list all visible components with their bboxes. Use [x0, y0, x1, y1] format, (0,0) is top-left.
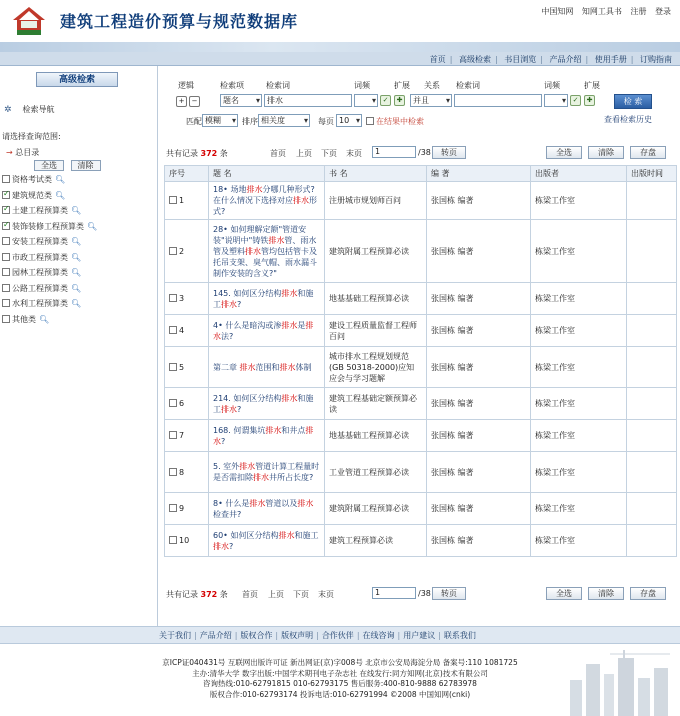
title-cell[interactable]: [209, 493, 325, 525]
total-records: 共有记录 372 条: [166, 149, 228, 158]
pager-prev[interactable]: 上页: [296, 149, 312, 158]
col-header-publisher: 出版者: [531, 166, 627, 182]
site-title: 建筑工程造价预算与规范数据库: [60, 12, 299, 31]
row-number-cell: [165, 525, 209, 557]
title-part: 8• 什么是: [213, 498, 250, 508]
expand2-b-icon[interactable]: ✚: [584, 95, 595, 106]
title-part: 管均包括管卡及托吊支架、臭气帽、雨水漏斗制作安装的含义?": [213, 246, 317, 278]
row-checkbox[interactable]: [169, 247, 177, 255]
term-input[interactable]: 排水: [264, 94, 352, 107]
category-label: 园林工程预算类: [12, 268, 68, 277]
title-part: 法?: [221, 331, 234, 341]
book-cell[interactable]: 建筑附属工程预算必读: [325, 220, 427, 283]
footer-separator: |: [275, 631, 279, 640]
title-part: 排水: [246, 185, 263, 194]
title-part: 管、雨水管及塑料: [213, 235, 317, 256]
expand2-a-icon[interactable]: ✓: [570, 95, 581, 106]
nav-dots-icon: ✲: [4, 105, 12, 115]
page-input-bottom[interactable]: 1: [372, 587, 416, 599]
title-part: 排水: [213, 425, 314, 446]
footer-separator: |: [194, 631, 197, 640]
row-number: 6: [179, 399, 185, 408]
site-footer: [0, 626, 680, 716]
author-cell: 张国栋 编著: [427, 347, 531, 388]
category-item[interactable]: [2, 252, 156, 268]
search-icon[interactable]: 🔍︎: [71, 206, 82, 215]
title-part: 井所占长度?: [269, 473, 314, 482]
footer-link[interactable]: 版权合作: [240, 631, 273, 640]
goto-page-button-bottom[interactable]: 转页: [432, 587, 466, 600]
title-part: 排水: [281, 288, 298, 298]
city-skyline-icon: [560, 650, 680, 716]
date-cell: [627, 420, 677, 452]
site-header: [0, 0, 680, 42]
table-row[interactable]: [165, 452, 677, 493]
scope-buttons: [34, 160, 105, 171]
title-part: 和施工: [294, 530, 319, 540]
in-results-checkbox[interactable]: [366, 117, 374, 125]
expand2-label: 扩展: [584, 81, 600, 90]
row-number: 1: [179, 196, 185, 205]
expand-b-icon[interactable]: ✚: [394, 95, 405, 106]
item-select[interactable]: 题名 ▾: [220, 94, 262, 107]
category-item[interactable]: [2, 190, 156, 206]
select-all-button[interactable]: 全选: [546, 146, 582, 159]
title-cell[interactable]: [209, 347, 325, 388]
row-number-cell: [165, 182, 209, 220]
title-part: ?: [237, 404, 242, 414]
match-select[interactable]: 模糊 ▾: [202, 114, 238, 127]
history-link[interactable]: 查看检索历史: [604, 115, 652, 124]
save-button-bottom[interactable]: 存盘: [630, 587, 666, 600]
title-part: 是: [297, 320, 306, 330]
match-label: 匹配: [186, 117, 202, 126]
goto-page-button[interactable]: 转页: [432, 146, 466, 159]
row-number: 8: [179, 467, 185, 477]
date-cell: [627, 493, 677, 525]
category-item[interactable]: [2, 267, 156, 283]
publisher-cell: 栋梁工作室: [531, 220, 627, 283]
arrow-right-icon: →: [6, 148, 13, 157]
date-cell: [627, 182, 677, 220]
category-item[interactable]: [2, 221, 156, 237]
table-row[interactable]: [165, 220, 677, 283]
title-cell[interactable]: [209, 420, 325, 452]
nav-browse[interactable]: 书目浏览: [504, 55, 537, 64]
book-cell[interactable]: 建筑附属工程预算必读: [325, 493, 427, 525]
book-cell[interactable]: 城市排水工程规划规范(GB 50318-2000)应知应会与学习题解: [325, 347, 427, 388]
title-part: 排水: [245, 246, 261, 256]
page-total-bottom: /38: [418, 589, 431, 598]
title-part: 排水: [213, 541, 229, 551]
term2-input[interactable]: [454, 94, 542, 107]
title-part: 排水: [281, 320, 298, 330]
publisher-cell: 栋梁工作室: [531, 388, 627, 420]
table-row[interactable]: [165, 283, 677, 315]
category-checkbox[interactable]: [2, 206, 10, 214]
row-checkbox[interactable]: [169, 431, 177, 439]
row-checkbox[interactable]: [169, 399, 177, 407]
row-checkbox[interactable]: [169, 363, 177, 371]
publisher-cell: 栋梁工作室: [531, 493, 627, 525]
sidebar: [0, 66, 158, 626]
table-row[interactable]: [165, 388, 677, 420]
row-number-cell: [165, 493, 209, 525]
title-part: 排水: [239, 462, 256, 471]
search-icon[interactable]: 🔍︎: [71, 237, 82, 246]
row-number-cell: [165, 220, 209, 283]
title-part: 排水: [279, 362, 296, 372]
title-part: 和施工: [213, 288, 314, 309]
row-number-cell: [165, 388, 209, 420]
title-part: 排水: [293, 196, 309, 205]
title-part: 分哪几种形式?在什么情况下选择对应: [213, 185, 315, 205]
footer-line-3: 咨询热线:010-62791815 010-62793175 售后服务:400-810-9888 62783978: [203, 679, 477, 688]
category-checkbox[interactable]: [2, 268, 10, 276]
book-cell[interactable]: 地基基础工程预算必读: [325, 420, 427, 452]
date-cell: [627, 452, 677, 493]
col-header-date: 出版时间: [627, 166, 677, 182]
category-item[interactable]: [2, 174, 156, 190]
row-checkbox[interactable]: [169, 294, 177, 302]
scope-clear-button[interactable]: 清除: [71, 160, 101, 171]
title-part: 排水: [268, 235, 285, 245]
footer-line-1: 京ICP证040431号 互联网出版许可证 新出网证(京)字008号 北京市公安局海淀分局 备案号:110 1081725: [162, 658, 518, 667]
freq2-select[interactable]: [544, 94, 568, 107]
root-directory[interactable]: [6, 147, 39, 158]
pager-bottom: [164, 586, 676, 602]
nav-order-guide[interactable]: 订购指南: [640, 55, 672, 64]
row-number: 4: [179, 326, 185, 335]
pager-first[interactable]: 首页: [270, 149, 286, 158]
date-cell: [627, 315, 677, 347]
row-number-cell: [165, 452, 209, 493]
footer-separator: |: [438, 631, 441, 640]
pager-next[interactable]: 下页: [321, 149, 337, 158]
table-row[interactable]: [165, 182, 677, 220]
row-checkbox[interactable]: [169, 196, 177, 204]
search-nav-header: [4, 104, 154, 116]
table-row[interactable]: [165, 420, 677, 452]
row-checkbox[interactable]: [169, 326, 177, 334]
publisher-cell: 栋梁工作室: [531, 182, 627, 220]
title-cell[interactable]: [209, 525, 325, 557]
header-band: [0, 42, 680, 52]
table-row[interactable]: [165, 493, 677, 525]
category-checkbox[interactable]: [2, 175, 10, 183]
title-cell[interactable]: [209, 315, 325, 347]
date-cell: [627, 388, 677, 420]
title-part: 排水: [249, 498, 266, 508]
category-label: 其他类: [12, 314, 36, 324]
total-records-bottom: 共有记录 372 条: [166, 590, 228, 599]
author-cell: 张国栋 编著: [427, 525, 531, 557]
title-part: 体制: [295, 362, 312, 372]
pager-last-bottom[interactable]: 末页: [318, 590, 334, 599]
row-number: 5: [179, 362, 185, 372]
search-icon[interactable]: 🔍︎: [71, 252, 82, 262]
book-cell[interactable]: 地基基础工程预算必读: [325, 283, 427, 315]
book-cell[interactable]: 建设工程质量监督工程师百问: [325, 315, 427, 347]
category-list: [2, 174, 156, 329]
title-part: 排水: [253, 473, 269, 482]
row-checkbox[interactable]: [169, 536, 177, 544]
top-link-register[interactable]: 注册: [630, 7, 647, 16]
publisher-cell: 栋梁工作室: [531, 283, 627, 315]
footer-line-2: 主办:清华大学 数字出版:中国学术期刊电子杂志社 在线发行:同方知网(北京)技术有限公司: [192, 668, 488, 678]
pager-top: [164, 145, 676, 161]
title-part: 管道以及: [265, 498, 298, 508]
author-cell: 张国栋 编著: [427, 388, 531, 420]
in-results-label: 在结果中检索: [376, 117, 424, 126]
title-part: ?: [237, 299, 242, 309]
row-number-cell: [165, 283, 209, 315]
title-part: ?: [229, 541, 234, 551]
title-part: 排水: [221, 404, 237, 414]
title-part: 214. 如何区分结构: [213, 393, 282, 403]
select-all-button-bottom[interactable]: 全选: [546, 587, 582, 600]
remove-row-button[interactable]: −: [189, 96, 200, 107]
footer-links: [0, 626, 680, 644]
category-checkbox[interactable]: [2, 315, 10, 323]
title-part: 145. 如何区分结构: [213, 288, 282, 298]
title-part: 和井点: [281, 425, 306, 435]
search-nav-title: 检索导航: [22, 105, 55, 114]
term2-label: 检索词: [456, 81, 480, 90]
logic-label: 逻辑: [178, 81, 194, 90]
sort-select[interactable]: 相关度 ▾: [258, 114, 310, 127]
pager-prev-bottom[interactable]: 上页: [268, 590, 284, 599]
table-row[interactable]: [165, 347, 677, 388]
category-label: 市政工程预算类: [12, 252, 68, 262]
table-header-row: [165, 166, 677, 182]
footer-separator: |: [234, 631, 238, 640]
col-header-author: 编 著: [427, 166, 531, 182]
author-cell: 张国栋 编著: [427, 493, 531, 525]
row-checkbox[interactable]: [169, 468, 177, 476]
search-icon[interactable]: 🔍︎: [55, 190, 66, 200]
title-part: 4• 什么是暗沟或渗: [213, 320, 282, 330]
footer-link[interactable]: 用户建议: [403, 631, 436, 640]
date-cell: [627, 220, 677, 283]
title-part: 18• 场地: [213, 185, 247, 194]
category-item[interactable]: [2, 283, 156, 299]
clear-button[interactable]: 清除: [588, 146, 624, 159]
category-label: 资格考试类: [12, 175, 52, 184]
author-cell: 张国栋 编著: [427, 420, 531, 452]
pager-next-bottom[interactable]: 下页: [293, 590, 309, 599]
search-icon[interactable]: 🔍︎: [39, 314, 50, 324]
title-part: 排水: [281, 393, 298, 403]
row-number: 9: [179, 504, 185, 513]
footer-link[interactable]: 合作伙伴: [321, 631, 354, 640]
top-link-tools[interactable]: 知网工具书: [581, 7, 622, 16]
freq2-label: 词频: [544, 81, 560, 90]
title-part: 排水: [221, 299, 237, 309]
col-header-title: 题 名: [209, 166, 325, 182]
scope-label: 请选择查询范围:: [2, 132, 61, 141]
page-input[interactable]: 1: [372, 146, 416, 158]
add-row-button[interactable]: +: [176, 96, 187, 107]
expand-a-icon[interactable]: ✓: [380, 95, 391, 106]
expand-label: 扩展: [394, 81, 410, 90]
footer-line-4: 版权合作:010-62793174 投诉电话:010-62791994 ©2008 中国知网(cnki): [209, 689, 471, 699]
category-label: 水利工程预算类: [12, 299, 68, 308]
logo-icon: [12, 6, 46, 36]
table-row[interactable]: [165, 525, 677, 557]
row-number: 3: [179, 294, 185, 303]
book-cell[interactable]: 建筑工程基础定额预算必读: [325, 388, 427, 420]
title-cell[interactable]: [209, 220, 325, 283]
search-icon[interactable]: 🔍︎: [71, 268, 82, 277]
title-part: 28• 如何理解定额"管道安装"说明中"铸铁: [213, 224, 307, 245]
title-part: 排水: [213, 320, 314, 341]
title-part: 排水: [297, 498, 314, 508]
title-part: 形式?: [213, 196, 317, 216]
search-icon[interactable]: 🔍︎: [71, 283, 82, 293]
search-icon[interactable]: 🔍︎: [87, 221, 98, 231]
title-part: 管道计算工程量时是否需扣除: [213, 462, 320, 482]
nav-advanced-search[interactable]: 高级检索: [459, 55, 491, 64]
row-number-cell: [165, 347, 209, 388]
author-cell: 张国栋 编著: [427, 220, 531, 283]
page-total: /38: [418, 148, 431, 157]
term-label: 检索词: [266, 81, 290, 90]
nav-home[interactable]: 首页: [429, 55, 446, 64]
scope-select-all-button[interactable]: 全选: [34, 160, 64, 171]
publisher-cell: 栋梁工作室: [531, 315, 627, 347]
top-link-login[interactable]: 登录: [655, 7, 671, 16]
row-number-cell: [165, 315, 209, 347]
title-cell[interactable]: [209, 283, 325, 315]
publisher-cell: 栋梁工作室: [531, 525, 627, 557]
row-number: 2: [179, 246, 185, 256]
category-label: 装饰装修工程预算类: [12, 221, 84, 231]
footer-link[interactable]: 关于我们: [159, 631, 191, 640]
title-cell[interactable]: [209, 388, 325, 420]
perpage-label: 每页: [318, 117, 334, 126]
book-cell[interactable]: 建筑工程预算必读: [325, 525, 427, 557]
main-nav: 首页 | 高级检索 | 书目浏览 | 产品介绍 | 使用手册 | 订购指南: [0, 52, 680, 66]
footer-link[interactable]: 版权声明: [281, 631, 314, 640]
category-item[interactable]: [2, 236, 156, 252]
col-header-book: 书 名: [325, 166, 427, 182]
freq-select[interactable]: [354, 94, 378, 107]
perpage-select[interactable]: 10 ▾: [336, 114, 362, 127]
category-checkbox[interactable]: [2, 222, 10, 230]
book-cell[interactable]: 工业管道工程预算必读: [325, 452, 427, 493]
nav-products[interactable]: 产品介绍: [549, 55, 582, 64]
row-number-cell: [165, 420, 209, 452]
nav-manual[interactable]: 使用手册: [594, 55, 627, 64]
author-cell: 张国栋 编著: [427, 283, 531, 315]
publisher-cell: 栋梁工作室: [531, 452, 627, 493]
date-cell: [627, 283, 677, 315]
col-header-no: 序号: [165, 166, 209, 182]
search-icon[interactable]: 🔍︎: [55, 175, 66, 184]
book-cell[interactable]: 注册城市规划师百问: [325, 182, 427, 220]
author-cell: 张国栋 编著: [427, 315, 531, 347]
title-part: 168. 何谓集坑: [213, 425, 266, 435]
search-button[interactable]: 检 索: [614, 94, 652, 109]
title-part: 范围和: [255, 362, 280, 372]
author-cell: 张国栋 编著: [427, 182, 531, 220]
title-part: 排水: [278, 530, 295, 540]
search-panel: [164, 70, 676, 128]
footer-link[interactable]: 联系我们: [443, 631, 476, 640]
pager-last[interactable]: 末页: [346, 149, 362, 158]
save-button[interactable]: 存盘: [630, 146, 666, 159]
category-label: 建筑规范类: [12, 190, 52, 200]
footer-separator: |: [356, 631, 360, 640]
category-checkbox[interactable]: [2, 191, 10, 199]
row-number: 10: [179, 536, 190, 545]
date-cell: [627, 525, 677, 557]
author-cell: 张国栋 编著: [427, 452, 531, 493]
pager-first-bottom[interactable]: 首页: [242, 590, 258, 599]
sort-label: 排序: [242, 117, 258, 126]
category-label: 公路工程预算类: [12, 283, 68, 293]
advanced-search-button[interactable]: 高级检索: [36, 72, 118, 87]
category-checkbox[interactable]: [2, 253, 10, 261]
footer-link[interactable]: 在线咨询: [362, 631, 395, 640]
footer-link[interactable]: 产品介绍: [199, 631, 232, 640]
footer-separator: |: [397, 631, 401, 640]
category-checkbox[interactable]: [2, 237, 10, 245]
title-part: 5. 室外: [213, 462, 240, 471]
category-item[interactable]: [2, 314, 156, 330]
category-item[interactable]: [2, 205, 156, 221]
results-table: [164, 165, 677, 557]
category-label: 安装工程预算类: [12, 237, 68, 246]
title-part: 检查井?: [213, 509, 242, 519]
category-item[interactable]: [2, 298, 156, 314]
title-part: 60• 如何区分结构: [213, 530, 279, 540]
relation-label: 关系: [424, 81, 440, 90]
date-cell: [627, 347, 677, 388]
title-part: ?: [221, 436, 226, 446]
title-part: 和施工: [213, 393, 314, 414]
top-links: [538, 6, 674, 17]
category-checkbox[interactable]: [2, 284, 10, 292]
title-cell[interactable]: [209, 182, 325, 220]
clear-button-bottom[interactable]: 清除: [588, 587, 624, 600]
title-cell[interactable]: [209, 452, 325, 493]
item-label: 检索项: [220, 81, 244, 90]
root-directory-label: 总目录: [15, 148, 40, 157]
title-part: 排水: [265, 425, 282, 435]
publisher-cell: 栋梁工作室: [531, 420, 627, 452]
category-checkbox[interactable]: [2, 299, 10, 307]
table-row[interactable]: [165, 315, 677, 347]
row-checkbox[interactable]: [169, 504, 177, 512]
relation-select[interactable]: 并且 ▾: [410, 94, 452, 107]
in-results-option[interactable]: [366, 116, 424, 127]
search-icon[interactable]: 🔍︎: [71, 299, 82, 308]
category-label: 土建工程预算类: [12, 206, 68, 215]
publisher-cell: 栋梁工作室: [531, 347, 627, 388]
footer-separator: |: [316, 631, 319, 640]
top-link-cnki[interactable]: 中国知网: [541, 7, 574, 16]
freq-label: 词频: [354, 81, 370, 90]
title-part: 第二章: [213, 362, 240, 372]
title-part: 排水: [239, 362, 256, 372]
row-number: 7: [179, 431, 185, 440]
